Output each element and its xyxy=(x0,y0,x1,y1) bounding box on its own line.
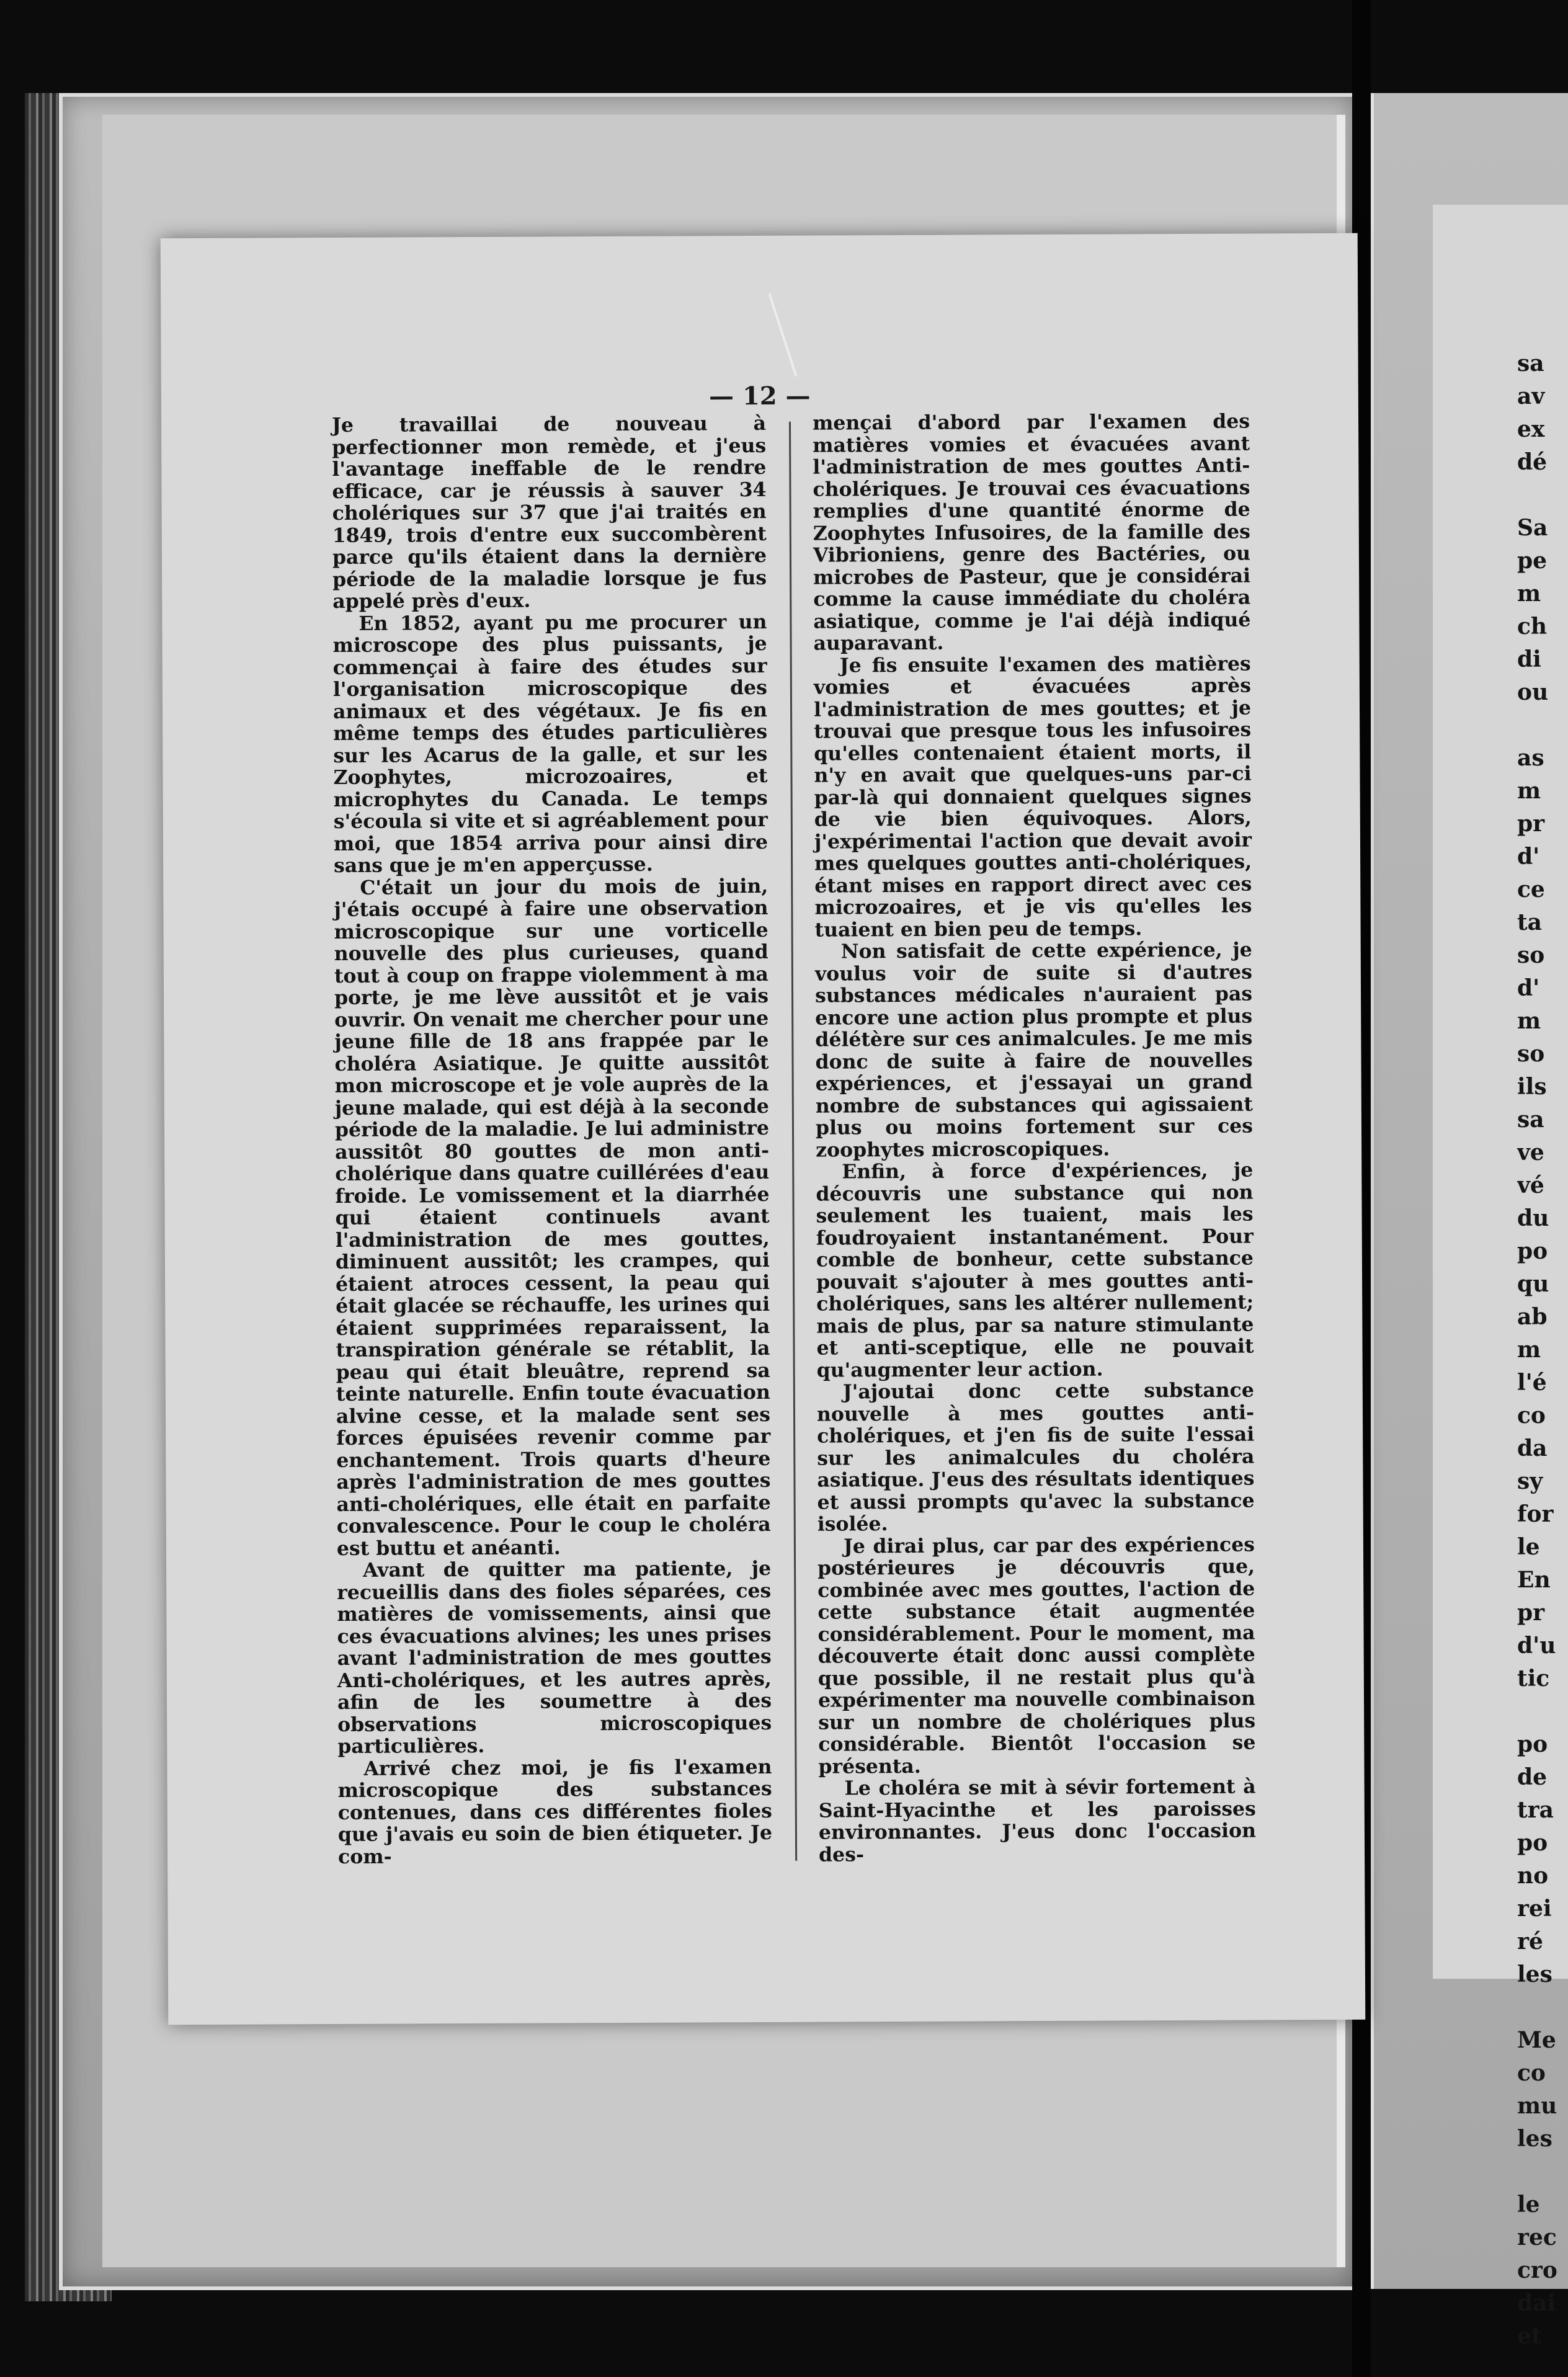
facing-page-fragment: de xyxy=(1517,1764,1548,1790)
facing-page-fragment: m xyxy=(1517,581,1541,607)
facing-page-fragment: ils xyxy=(1517,1074,1547,1100)
facing-page-fragment: sy xyxy=(1517,1468,1543,1494)
facing-page-fragment xyxy=(1517,1991,1568,2024)
facing-page-fragment: les xyxy=(1517,1961,1552,1987)
facing-page-fragment: ce xyxy=(1517,876,1545,903)
paragraph: Je dirai plus, car par des expériences postérieures je découvris que, combinée avec mes gouttes, l'action de cette substance était augmentée considérablement. Pour le moment, ma découverte était donc aussi complète que possible, il ne restait plus qu'à expérimenter ma nouvelle combinaison sur un nombre de cholériques plus considérable. Bientôt l'occasion se présenta. xyxy=(817,1533,1256,1778)
facing-page-fragment: m xyxy=(1517,778,1541,804)
paragraph: Je fis ensuite l'examen des matières vomies et évacuées après l'administration de mes gouttes; et je trouvai que presque tous les infusoires qu'elles contenaient étaient morts, il n'y en avait que quelques-uns par-ci par-là qui donnaient quelques signes de vie bien équivoques. Alors, j'expérimentai l'action que devait avoir mes quelques gouttes anti-cholériques, étant mises en rapport direct avec ces microzoaires, et je vis qu'elles les tuaient en bien peu de temps. xyxy=(813,652,1252,942)
facing-page-fragment: pe xyxy=(1517,548,1548,574)
facing-page-fragment: di xyxy=(1517,646,1541,672)
paragraph: J'ajoutai donc cette substance nouvelle à mes gouttes anti-cholériques, et j'en fis de suite l'essai sur les animalcules du choléra asiatique. J'eus des résultats identiques et aussi prompts qu'avec la substance isolée. xyxy=(816,1378,1255,1536)
paragraph: mençai d'abord par l'examen des matières vomies et évacuées avant l'administration de mes gouttes Anti-cholériques. Je trouvai ces évacuations remplies d'une quantité énorme de Zoophytes Infusoires, de la famille des Vibrioniens, genre des Bactéries, ou microbes de Pasteur, que je considérai comme la cause immédiate du choléra asiatique, comme je l'ai déjà indiqué auparavant. xyxy=(812,409,1251,655)
facing-page-fragment: po xyxy=(1517,1238,1548,1264)
facing-page-fragment: En xyxy=(1517,1567,1551,1593)
facing-page-fragment: av xyxy=(1517,383,1545,409)
facing-page-fragment: for xyxy=(1517,1501,1554,1527)
paragraph: Arrivé chez moi, je fis l'examen microscopique des substances contenues, dans ces différentes fioles que j'avais eu soin de bien étiqueter. Je com- xyxy=(337,1755,773,1868)
document-page xyxy=(161,233,1366,2025)
paragraph: Je travaillai de nouveau à perfectionner mon remède, et j'eus l'avantage ineffable de le rendre efficace, car je réussis à sauver 34 cholériques sur 37 que j'ai traités en 1849, trois d'entre eux succombèrent parce qu'ils étaient dans la dernière période de la maladie lorsque je fus appelé près d'eux. xyxy=(331,411,767,613)
facing-page-fragment: m xyxy=(1517,1008,1541,1034)
facing-page-fragment: sa xyxy=(1517,350,1544,377)
facing-page-fragment: tic xyxy=(1517,1666,1550,1692)
facing-page-fragment: po xyxy=(1517,1731,1548,1757)
facing-page-fragment: ch xyxy=(1517,613,1548,640)
left-text-column xyxy=(332,413,772,1868)
facing-page-fragment: ve xyxy=(1517,1139,1544,1166)
paragraph: Le choléra se mit à sévir fortement à Saint-Hyacinthe et les paroisses environnantes. J'eus donc l'occasion des- xyxy=(818,1775,1257,1866)
facing-page-fragment: d'u xyxy=(1517,1633,1556,1659)
facing-page-fragment: ab xyxy=(1517,1304,1548,1330)
paragraph: Enfin, à force d'expériences, je découvris une substance qui non seulement les tuaient, mais les foudroyaient instantanément. Pour comble de bonheur, cette substance pouvait s'ajouter à mes gouttes anti-cholériques, sans les altérer nullement; mais de plus, par sa nature stimulante et anti-sceptique, elle ne pouvait qu'augmenter leur action. xyxy=(816,1158,1254,1382)
facing-page-fragment: dai xyxy=(1517,2290,1556,2316)
facing-page-fragment xyxy=(1517,709,1568,742)
facing-page-fragment: vé xyxy=(1517,1172,1544,1198)
facing-page-fragment: ré xyxy=(1517,1929,1543,1955)
facing-page-fragment: d' xyxy=(1517,844,1540,870)
facing-page-fragment: cro xyxy=(1517,2257,1557,2283)
facing-page-fragment: co xyxy=(1517,1403,1546,1429)
facing-page-fragment xyxy=(1517,2156,1568,2188)
facing-page-fragment: rec xyxy=(1517,2224,1557,2250)
facing-page-fragment: les xyxy=(1517,2126,1552,2152)
paragraph: Avant de quitter ma patiente, je recueillis dans des fioles séparées, ces matières de vomissements, ainsi que ces évacuations alvines; les unes prises avant l'administration de mes gouttes Anti-cholériques, et les autres après, afin de les soumettre à des observations microscopiques particulières. xyxy=(337,1556,772,1759)
facing-page-fragment: et xyxy=(1517,2323,1542,2349)
facing-page-fragment: dé xyxy=(1517,449,1548,475)
facing-page-fragment: ex xyxy=(1517,416,1545,442)
facing-page-fragment: d' xyxy=(1517,975,1540,1001)
facing-page-fragment: so xyxy=(1517,1041,1545,1067)
facing-page-fragment: ta xyxy=(1517,909,1542,935)
facing-page-fragment: as xyxy=(1517,745,1544,771)
facing-page-fragment: mu xyxy=(1517,2093,1557,2119)
facing-page-fragment: l'é xyxy=(1517,1370,1547,1396)
facing-page-fragment: Sa xyxy=(1517,515,1548,541)
page-number: — 12 — xyxy=(708,381,811,411)
facing-page-fragment: qu xyxy=(1517,1271,1549,1297)
facing-page-fragment: po xyxy=(1517,1830,1548,1856)
facing-page-fragment: pr xyxy=(1517,811,1545,837)
facing-page-fragment: le xyxy=(1517,1534,1540,1560)
facing-page-fragment: tra xyxy=(1517,1797,1554,1823)
facing-page-fragment: sa xyxy=(1517,1107,1544,1133)
facing-page-fragment: no xyxy=(1517,1863,1549,1889)
paragraph: Non satisfait de cette expérience, je voulus voir de suite si d'autres substances médicales n'auraient pas encore une action plus prompte et plus délétère sur ces animalcules. Je me mis donc de suite à faire de nouvelles expériences, et j'essayai un grand nombre de substances qui agissaient plus ou moins fortement sur ces zoophytes microscopiques. xyxy=(814,938,1254,1162)
facing-page-fragment: m xyxy=(1517,1337,1541,1363)
facing-page-fragment: da xyxy=(1517,1435,1548,1461)
paragraph: C'était un jour du mois de juin, j'étais occupé à faire une observation microscopique sur une vorticelle nouvelle des plus curieuses, quand tout à coup on frappe violemment à ma porte, je me lève aussitôt et je vais ouvrir. On venait me chercher pour une jeune fille de 18 ans frappée par le choléra Asiatique. Je quitte aussitôt mon microscope et je vole auprès de la jeune malade, qui est déjà à la seconde période de la maladie. Je lui administre aussitôt 80 gouttes de mon anti-cholérique dans quatre cuillérées d'eau froide. Le vomissement et la diarrhée qui étaient continuels avant l'administration de mes gouttes, diminuent aussitôt; les crampes, qui étaient atroces cessent, la peau qui était glacée se réchauffe, les urines qui étaient supprimées reparaissent, la transpiration générale se rétablit, la peau qui était bleuâtre, reprend sa teinte naturelle. Enfin toute évacuation alvine cesse, et la malade sent ses forces épuisées revenir comme par enchantement. Trois quarts d'heure après l'administration de mes gouttes anti-cholériques, elle était en parfaite convalescence. Pour le coup le choléra est buttu et anéanti. xyxy=(334,874,771,1560)
facing-page-fragment: rei xyxy=(1517,1896,1552,1922)
facing-page-fragment: Me xyxy=(1517,2027,1556,2053)
facing-page-fragment: le xyxy=(1517,2192,1540,2218)
facing-page-fragment: so xyxy=(1517,942,1545,968)
paragraph: En 1852, ayant pu me procurer un microscope des plus puissants, je commençai à faire des études sur l'organisation microscopique des animaux et des végétaux. Je fis en même temps des études particulières sur les Acarus de la galle, et sur les Zoophytes, microzoaires, et microphytes du Canada. Le temps s'écoula si vite et si agréablement pour moi, que 1854 arriva pour ainsi dire sans que je m'en apperçusse. xyxy=(332,610,768,878)
facing-page-text-fragments xyxy=(1517,347,1568,2353)
right-text-column xyxy=(813,411,1256,1866)
facing-page-fragment: ou xyxy=(1517,679,1549,705)
facing-page-fragment xyxy=(1517,1695,1568,1728)
facing-page-fragment: pr xyxy=(1517,1600,1545,1626)
facing-page-fragment xyxy=(1517,479,1568,512)
facing-page-fragment: co xyxy=(1517,2060,1546,2086)
column-divider xyxy=(789,422,797,1861)
facing-page-fragment: du xyxy=(1517,1205,1549,1231)
